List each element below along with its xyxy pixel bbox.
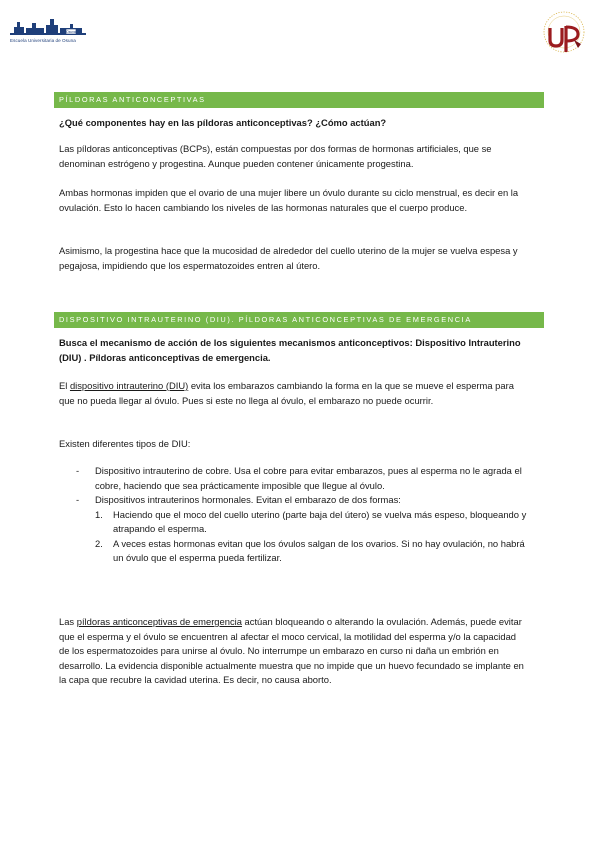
section2-p3-rest: actúan bloqueando o alterando la ovulación. Además, puede evitar que el esperma y el óvulo se encuentren al afectar el moco cervical, la motilidad del esperma y/o la capacidad de los espermatozoides para unirse al óvulo. No interrumpe un embarazo en curso ni daña un embrión en desarrollo. La evidencia disponible actualmente muestra que no impide que un huevo fecundado se implante en la capa que recubre la cavidad uterina. Es decir, no causa aborto. <box>59 616 524 685</box>
section2-p1-rest: evita los embarazos cambiando la forma en la que se mueve el esperma para que no pueda llegar al óvulo. Pues si este no llega al óvulo, el embarazo no puede ocurrir. <box>59 380 514 406</box>
list-item-text: Dispositivos intrauterinos hormonales. Evitan el embarazo de dos formas: <box>95 494 401 505</box>
section1-paragraph-3: Asimismo, la progestina hace que la mucosidad de alrededor del cuello uterino de la mujer se vuelva espesa y pegajosa, impidiendo que los espermatozoides entren al útero. <box>59 245 518 271</box>
section1-paragraph-2: Ambas hormonas impiden que el ovario de una mujer libere un óvulo durante su ciclo menstrual, es decir en la ovulación. Esto lo hacen cambiando los niveles de las hormonas naturales que el cuerpo produce. <box>59 187 519 213</box>
school-logo-caption: Escuela Universitaria de Osuna <box>10 38 76 43</box>
sub-list-number: 2. <box>95 537 103 549</box>
university-monogram-icon <box>550 26 581 52</box>
list-item-text: Dispositivo intrauterino de cobre. Usa el cobre para evitar embarazos, pues al esperma no le agrada el cobre, haciendo que sea prácticamente imposible que llegue al óvulo. <box>95 465 522 491</box>
section2-paragraph-2: Existen diferentes tipos de DIU: <box>59 438 191 449</box>
section1-paragraph-1: Las píldoras anticonceptivas (BCPs), están compuestas por dos formas de hormonas artificiales, que se denominan estrógeno y progestina. Aunque pueden contener únicamente progestina. <box>59 143 492 169</box>
section2-question: Busca el mecanismo de acción de los siguientes mecanismos anticonceptivos: Dispositivo Intrauterino (DIU) . Píldoras anticonceptivas de emergencia. <box>59 337 521 363</box>
logo-badge-text: Osuna <box>66 30 76 34</box>
list-item <box>59 493 529 508</box>
section-title-pildoras: PÍLDORAS ANTICONCEPTIVAS <box>54 92 544 108</box>
section2-paragraph-3 <box>59 615 529 688</box>
list-item <box>59 464 529 493</box>
section1-question: ¿Qué componentes hay en las píldoras anticonceptivas? ¿Cómo actúan? <box>59 117 387 128</box>
section-title-diu: DISPOSITIVO INTRAUTERINO (DIU). PÍLDORAS ANTICONCEPTIVAS DE EMERGENCIA <box>54 312 544 328</box>
diu-underlined-term: dispositivo intrauterino (DIU) <box>69 380 189 391</box>
section2-p3-lead: Las <box>59 616 77 627</box>
university-seal <box>538 10 590 56</box>
sub-list-item <box>59 537 529 566</box>
section2-paragraph-1 <box>59 379 529 408</box>
emergency-pills-underlined-term: píldoras anticonceptivas de emergencia <box>76 616 242 627</box>
sub-list-text: Haciendo que el moco del cuello uterino (parte baja del útero) se vuelva más espeso, bloqueando y atrapando el esperma. <box>113 508 527 534</box>
building-skyline-icon <box>10 16 86 38</box>
sub-list-number: 1. <box>95 508 103 520</box>
list-dash: - <box>76 494 80 505</box>
list-dash: - <box>76 465 80 476</box>
section2-p1-lead: El <box>59 380 70 391</box>
school-logo <box>10 16 86 46</box>
sub-list-text: A veces estas hormonas evitan que los óvulos salgan de los ovarios. Si no hay ovulación, no habrá un óvulo que el esperma pueda fertilizar. <box>113 537 525 563</box>
diu-types-list <box>59 464 529 566</box>
sub-list-item <box>59 508 529 537</box>
